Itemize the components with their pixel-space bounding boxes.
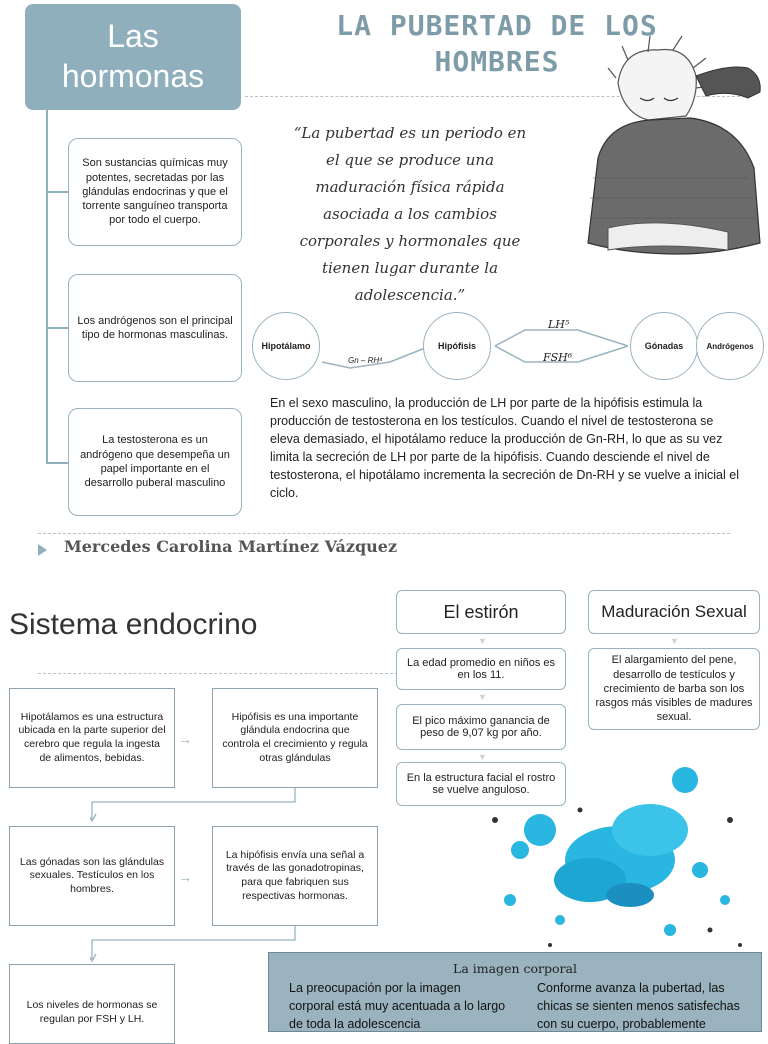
lh-explanation: En el sexo masculino, la producción de LH por parte de la hipófisis estimula la producción de testosterona en los testículos. Cuando el nivel de testosterona se eleva demasiado, el hipotálamo reduce la producción de Gn-RH, lo que as su vez limita la secreción de LH por parte de la hipófisis. Cuando desciende el nivel de testosterona, el hipotálamo incrementa la secreción de Dn-RH y se vuelve a inicial el ciclo. xyxy=(270,396,739,500)
sistema-divider xyxy=(38,673,398,674)
right-arrow-icon: → xyxy=(178,869,192,885)
gonadas-node xyxy=(630,312,698,380)
estiron-item-2: El pico máximo ganancia de peso de 9,07 kg por año. xyxy=(396,704,566,750)
androgenos-box: Los andrógenos son el principal tipo de hormonas masculinas. xyxy=(68,274,242,382)
tree-branch-3 xyxy=(46,462,68,464)
paint-splash xyxy=(480,760,760,960)
down-arrow-icon: ▼ xyxy=(478,752,487,762)
maduracion-header: Maduración Sexual xyxy=(588,590,760,634)
author-name: Mercedes Carolina Martínez Vázquez xyxy=(64,537,398,556)
bullet-triangle-icon xyxy=(38,544,47,556)
hipotalamo-label: Hipotálamo xyxy=(261,341,311,351)
testosterona-box: La testosterona es un andrógeno que desempeña un papel importante en el desarrollo puberal masculino xyxy=(68,408,242,516)
gonadas-box: Las gónadas son las glándulas sexuales. Testículos en los hombres. xyxy=(9,826,175,926)
hipofisis-box: Hipófisis es una importante glándula endocrina que controla el crecimiento y regula otras glándulas xyxy=(212,688,378,788)
tree-branch-2 xyxy=(46,327,68,329)
hipofisis-label: Hipófisis xyxy=(437,341,476,351)
gnrh-label: Gn – RH⁴ xyxy=(348,356,383,365)
main-title-line1: LA PUBERTAD DE LOS xyxy=(336,9,658,42)
hormonas-title-line2: hormonas xyxy=(61,58,205,94)
estiron-item-3: En la estructura facial el rostro se vuelve anguloso. xyxy=(396,762,566,806)
gonadotropinas-box: La hipófisis envía una señal a través de las gonadotropinas, para que fabriquen sus respectivas hormonas. xyxy=(212,826,378,926)
imagen-corporal-col2: Conforme avanza la pubertad, las chicas se sienten menos satisfechas con su cuerpo, probablemente xyxy=(537,981,740,1031)
fsh-label: FSH⁶ xyxy=(543,351,573,364)
puberty-quote: “La pubertad es un periodo en el que se produce una maduración física rápida asociada a los cambios corporales y hormonales que tienen lugar durante la adolescencia.” xyxy=(293,124,527,304)
sistema-title: Sistema endocrino xyxy=(9,608,258,641)
main-title-line2: HOMBRES xyxy=(434,45,560,78)
hormonas-definition-box: Son sustancias químicas muy potentes, secretadas por las glándulas endocrinas y que el torrente sanguíneo transporta por todo el cuerpo. xyxy=(68,138,242,246)
tree-vertical-line xyxy=(46,110,48,463)
lh-label: LH⁵ xyxy=(548,318,570,331)
androgenos-label: Andrógenos xyxy=(706,341,754,351)
androgenos-node xyxy=(696,312,764,380)
down-arrow-icon: ▼ xyxy=(670,636,679,646)
estiron-header: El estirón xyxy=(396,590,566,634)
down-arrow-icon: ▼ xyxy=(478,692,487,702)
imagen-corporal-title: La imagen corporal xyxy=(453,961,577,976)
down-arrow-icon xyxy=(90,788,300,824)
hormonas-title-line1: Las xyxy=(107,18,159,54)
right-arrow-icon: → xyxy=(178,731,192,747)
imagen-corporal-panel xyxy=(268,952,762,1032)
gonadas-label: Gónadas xyxy=(644,341,684,351)
hipofisis-node xyxy=(423,312,491,380)
imagen-corporal-col1: La preocupación por la imagen corporal está muy acentuada a lo largo de toda la adolescencia xyxy=(289,981,506,1031)
down-arrow-icon: ▼ xyxy=(478,636,487,646)
hormonas-header xyxy=(25,4,241,110)
boy-illustration xyxy=(578,28,768,260)
maduracion-text: El alargamiento del pene, desarrollo de testículos y crecimiento de barba son los rasgos más visibles de madures sexual. xyxy=(588,648,760,730)
author-divider xyxy=(38,533,730,534)
hipotalamo-box: Hipotálamos es una estructura ubicada en la parte superior del cerebro que regula la ingesta de alimentos, bebidas. xyxy=(9,688,175,788)
tree-branch-1 xyxy=(46,191,68,193)
regulacion-box: Los niveles de hormonas se regulan por FSH y LH. xyxy=(9,964,175,1044)
estiron-item-1: La edad promedio en niños es en los 11. xyxy=(396,648,566,690)
